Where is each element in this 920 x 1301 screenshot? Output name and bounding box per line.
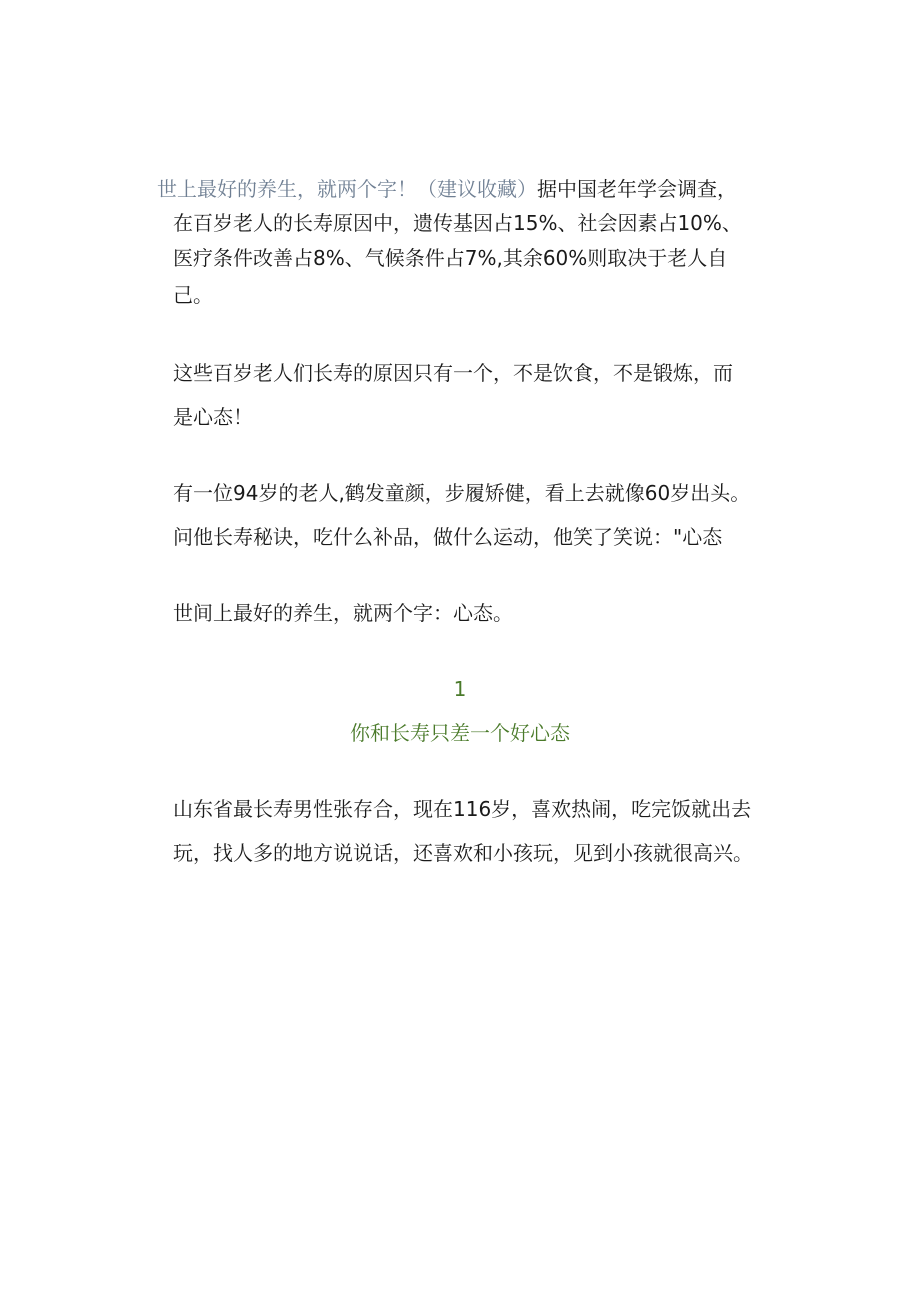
paragraph3-line-2: 问他长寿秘诀，吃什么补品，做什么运动，他笑了笑说："心态 [173, 525, 723, 549]
section1-line-2: 玩，找人多的地方说说话，还喜欢和小孩玩，见到小孩就很高兴。 [173, 841, 753, 865]
paragraph2-line-1: 这些百岁老人们长寿的原因只有一个，不是饮食，不是锻炼，而 [173, 361, 733, 385]
section1-line-1: 山东省最长寿男性张存合，现在116岁，喜欢热闹，吃完饭就出去 [173, 797, 752, 821]
intro-line-2: 在百岁老人的长寿原因中，遗传基因占15%、社会因素占10%、 [173, 211, 742, 235]
paragraph2-line-2: 是心态！ [173, 405, 253, 429]
intro-line-4: 己。 [173, 283, 213, 307]
intro-text-1: 据中国老年学会调查， [537, 177, 737, 201]
paragraph4: 世间上最好的养生，就两个字：心态。 [173, 601, 513, 625]
intro-line-3: 医疗条件改善占8%、气候条件占7%,其余60%则取决于老人自 [173, 246, 728, 270]
section-number: 1 [453, 677, 467, 701]
intro-line-1 [157, 176, 737, 202]
section-heading: 你和长寿只差一个好心态 [350, 721, 570, 745]
article-title: 世上最好的养生，就两个字！（建议收藏） [157, 177, 537, 201]
paragraph3-line-1: 有一位94岁的老人,鹤发童颜，步履矫健，看上去就像60岁出头。 [173, 481, 751, 505]
